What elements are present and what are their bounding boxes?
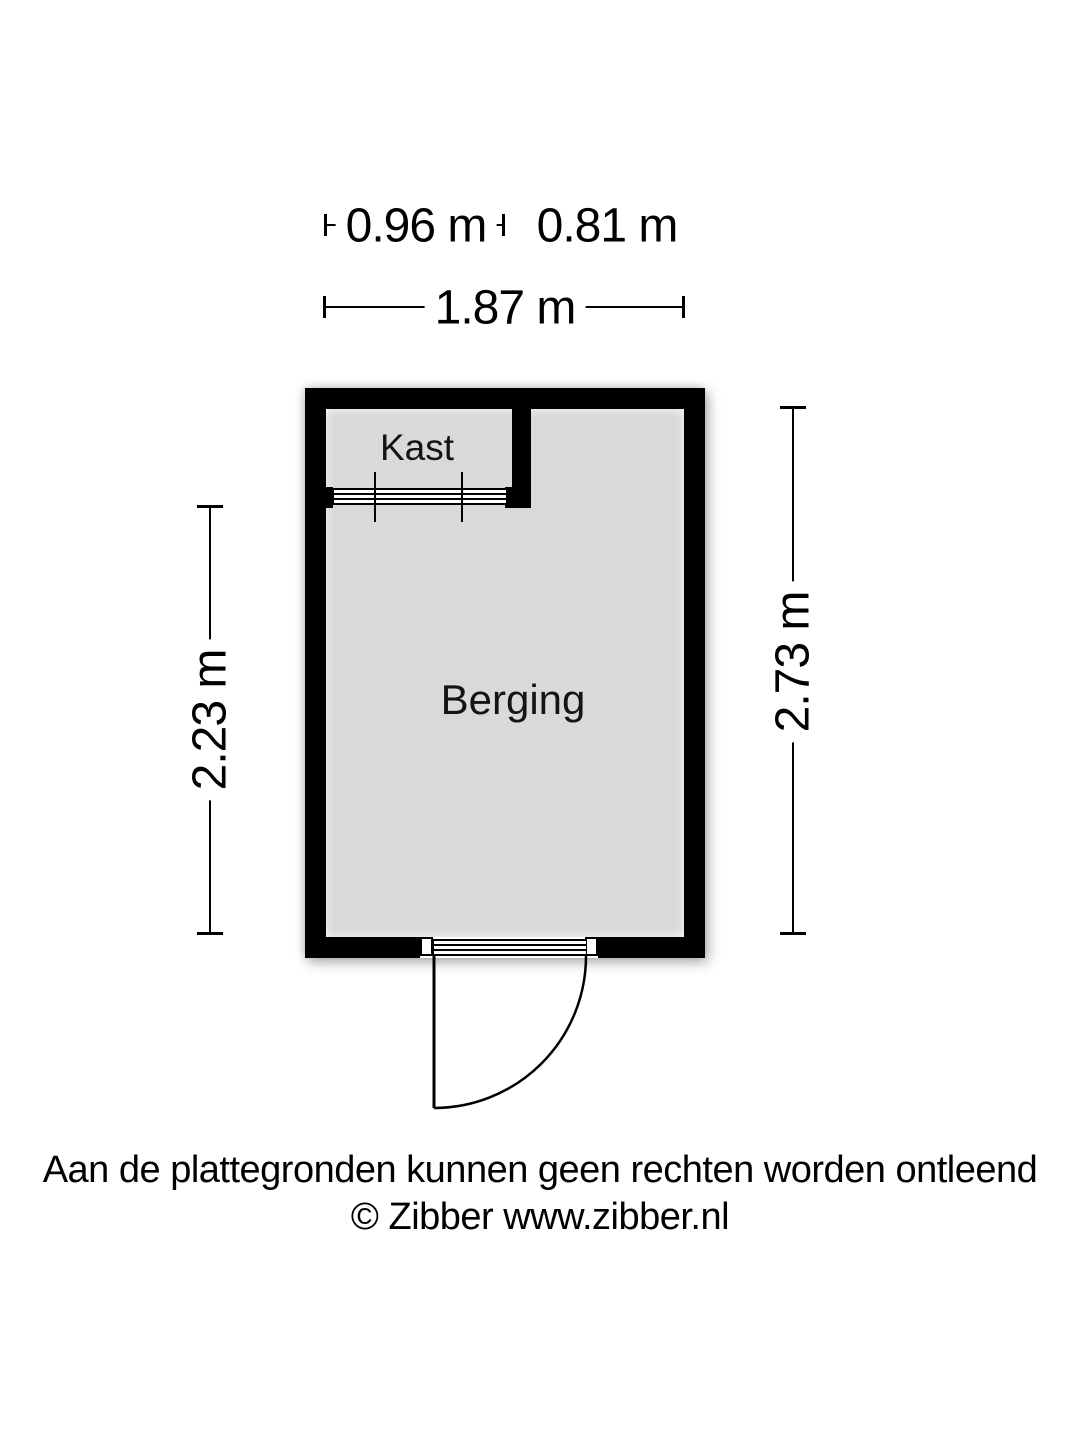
closet-label: Kast xyxy=(379,427,455,468)
door-swing-arc xyxy=(434,956,586,1108)
closet-divider-wall xyxy=(512,409,531,508)
dimension-tick xyxy=(197,932,223,935)
dimension-tick xyxy=(324,214,327,236)
dimension-tick xyxy=(682,296,685,318)
closet-door-panel-mark xyxy=(374,472,376,522)
dimension-tick xyxy=(323,296,326,318)
dimension-tick xyxy=(780,932,806,935)
door-swing xyxy=(425,950,607,1122)
dimension-tick xyxy=(197,505,223,508)
room-label: Berging xyxy=(440,676,586,723)
dimension-label-right-section-width: 0.81 m xyxy=(527,198,688,255)
closet-door-jamb xyxy=(326,487,333,508)
disclaimer-text: Aan de plattegronden kunnen geen rechten worden ontleend xyxy=(42,1149,1038,1191)
dimension-label-total-width: 1.87 m xyxy=(425,280,586,337)
footer xyxy=(0,1147,1080,1241)
closet-door-panel-mark xyxy=(461,472,463,522)
dimension-tick xyxy=(780,406,806,409)
copyright-text: © Zibber www.zibber.nl xyxy=(350,1196,730,1238)
dimension-label-closet-width: 0.96 m xyxy=(336,198,497,255)
dimension-label-right-height: 2.73 m xyxy=(765,582,822,743)
dimension-tick xyxy=(502,214,505,236)
dimension-label-left-height: 2.23 m xyxy=(182,640,239,801)
closet-sliding-door xyxy=(333,488,507,505)
